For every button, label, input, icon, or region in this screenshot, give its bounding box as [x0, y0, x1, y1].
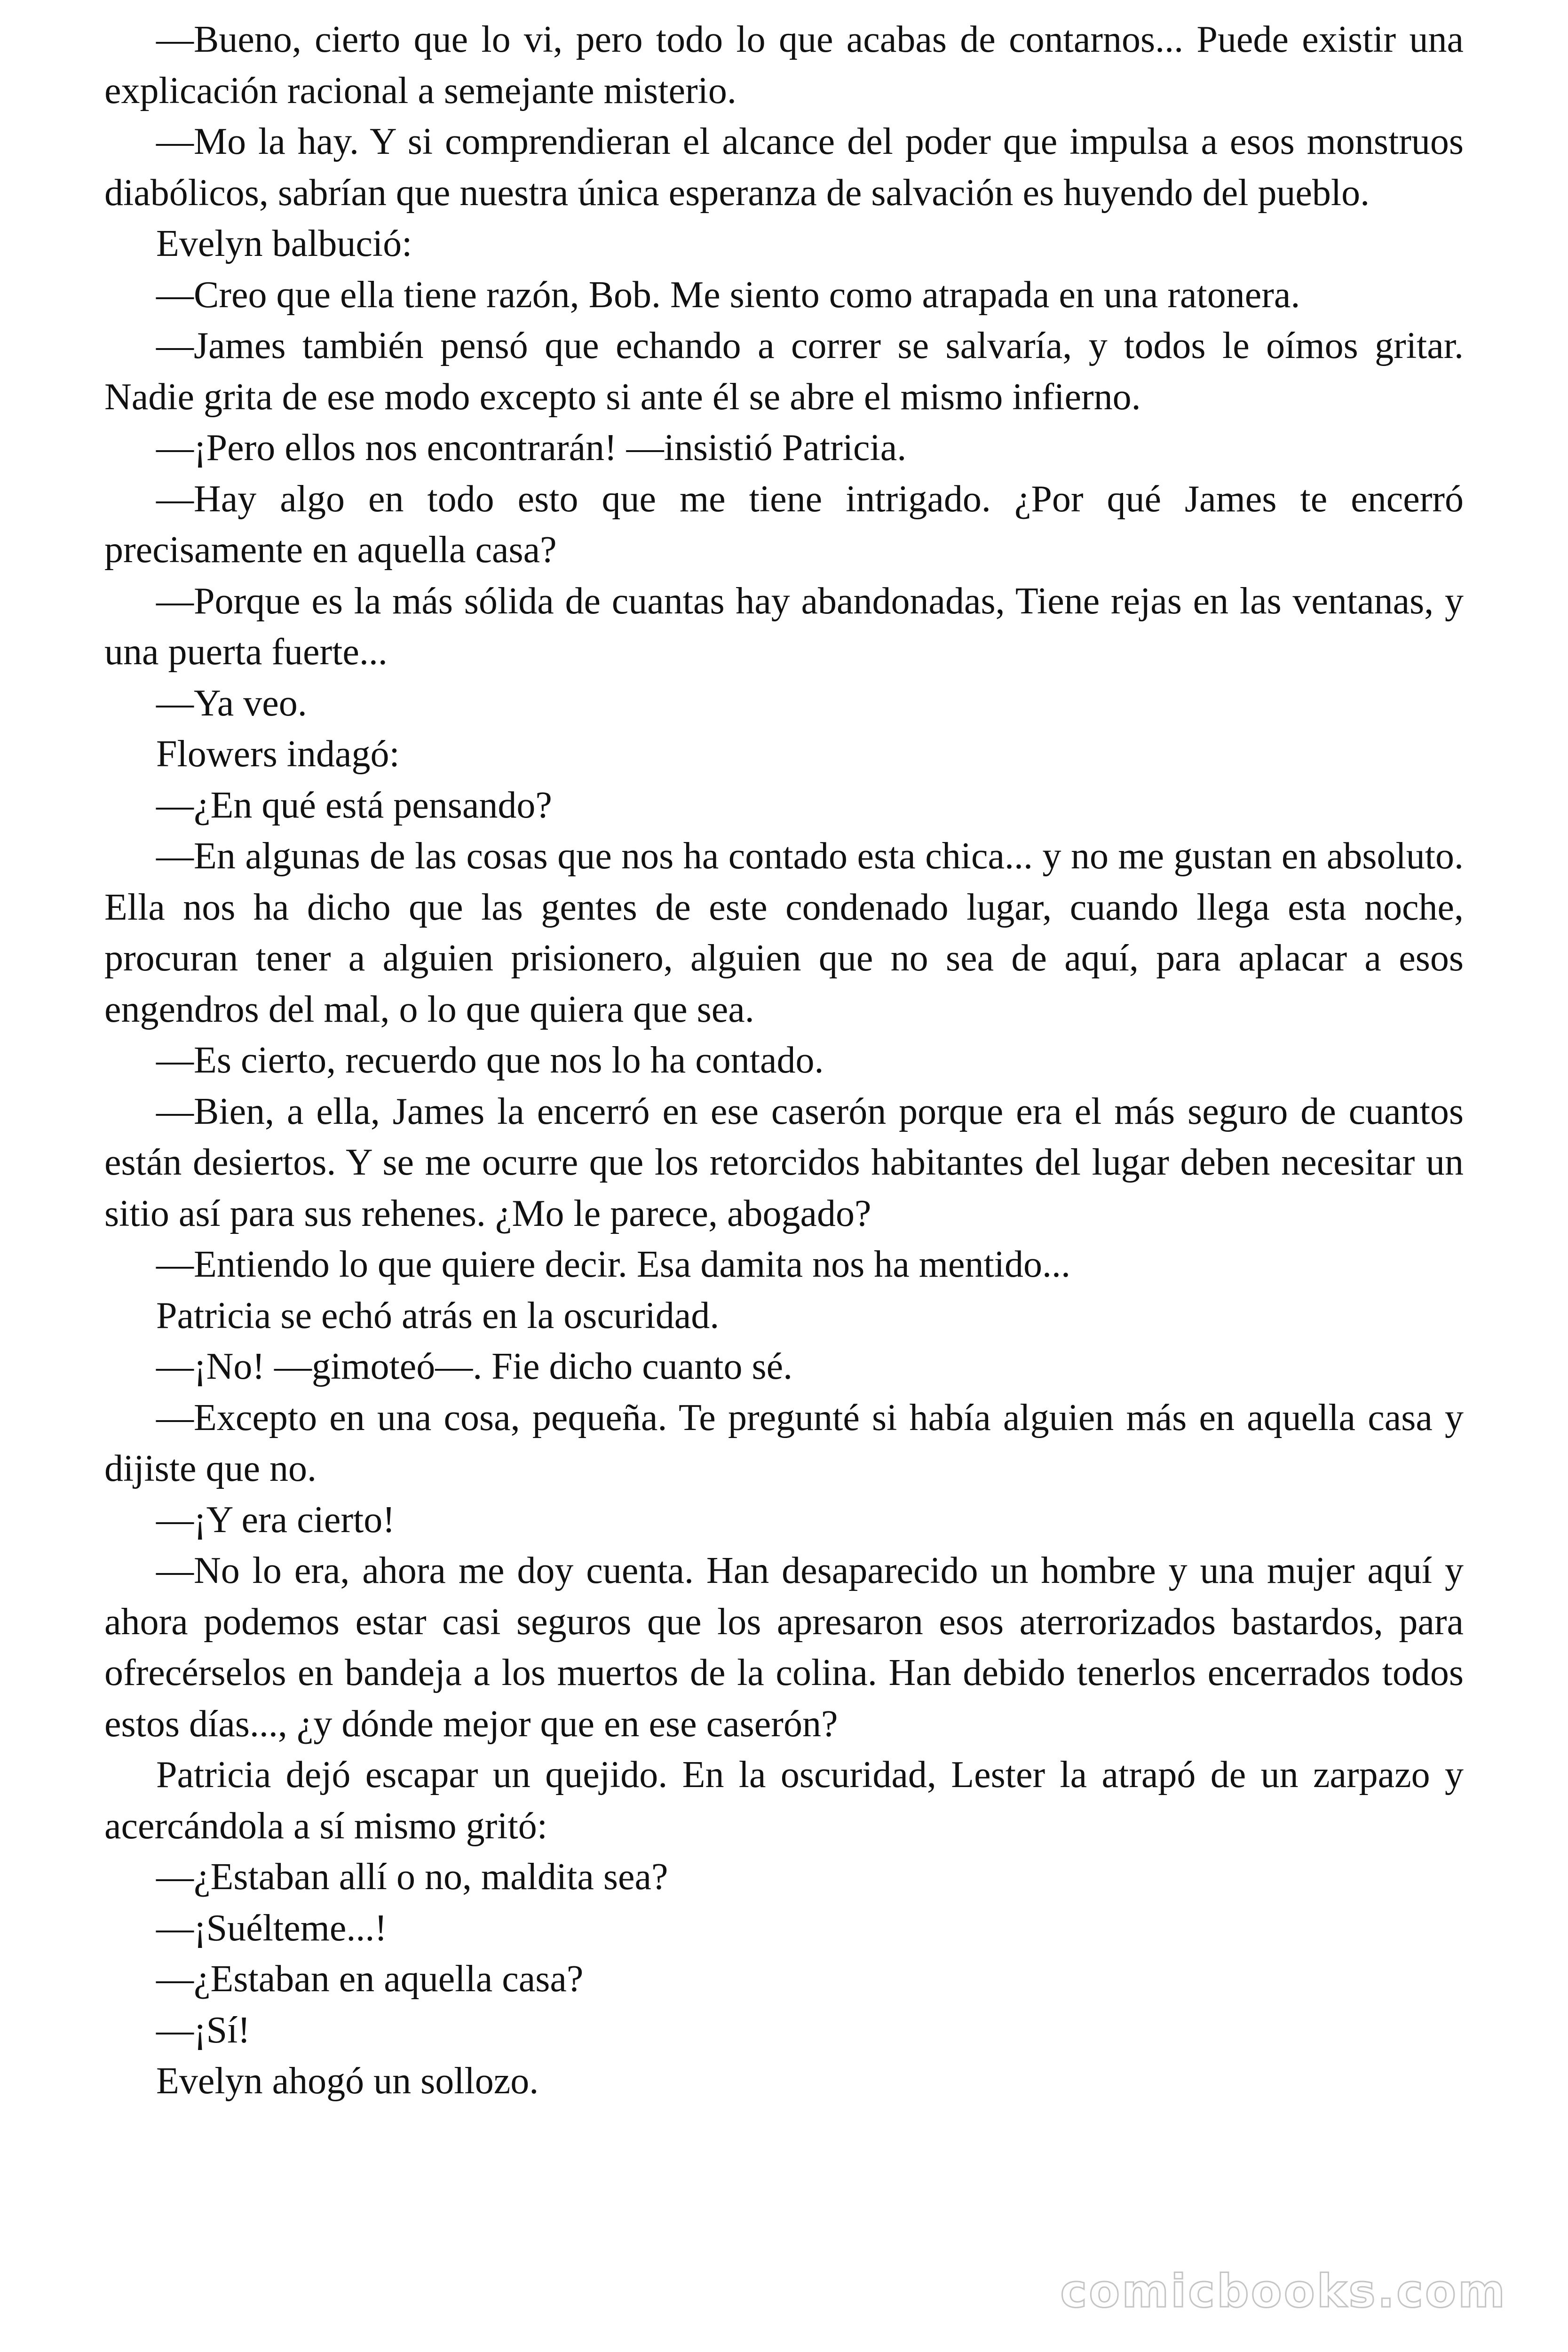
- paragraph: —¡Sí!: [156, 2009, 250, 2051]
- paragraph: —¡Y era cierto!: [156, 1499, 395, 1541]
- paragraph: —Bien, a ella, James la encerró en ese caserón porque era el más seguro de cuantos están desiertos. Y se me ocurre que los retorcidos habitantes del lugar deben necesitar un sitio así para sus rehenes. ¿Mo le parece, abogado?: [104, 1090, 1464, 1234]
- paragraph: Patricia dejó escapar un quejido. En la oscuridad, Lester la atrapó de un zarpazo y acercándola a sí mismo gritó:: [104, 1754, 1464, 1847]
- paragraph: —¿En qué está pensando?: [156, 784, 552, 826]
- paragraph: —James también pensó que echando a correr se salvaría, y todos le oímos gritar. Nadie grita de ese modo excepto si ante él se abre el mismo infierno.: [104, 325, 1464, 418]
- paragraph: —Excepto en una cosa, pequeña. Te pregunté si había alguien más en aquella casa y dijiste que no.: [104, 1397, 1464, 1489]
- paragraph: —Es cierto, recuerdo que nos lo ha contado.: [156, 1040, 824, 1081]
- paragraph: —No lo era, ahora me doy cuenta. Han desaparecido un hombre y una mujer aquí y ahora podemos estar casi seguros que los apresaron esos aterrorizados bastardos, para ofrecérselos en bandeja a los muertos de la colina. Han debido tenerlos encerrados todos estos días..., ¿y dónde mejor que en ese caserón?: [104, 1550, 1464, 1745]
- watermark: comicbooks.com: [1060, 2265, 1507, 2318]
- paragraph: —En algunas de las cosas que nos ha contado esta chica... y no me gustan en absoluto. Ella nos ha dicho que las gentes de este condenado lugar, cuando llega esta noche, procuran tener a alguien prisionero, alguien que no sea de aquí, para aplacar a esos engendros del mal, o lo que quiera que sea.: [104, 835, 1464, 1030]
- paragraph: —Hay algo en todo esto que me tiene intrigado. ¿Por qué James te encerró precisamente en aquella casa?: [104, 478, 1464, 571]
- paragraph: —Creo que ella tiene razón, Bob. Me siento como atrapada en una ratonera.: [156, 274, 1300, 316]
- paragraph: —Porque es la más sólida de cuantas hay abandonadas, Tiene rejas en las ventanas, y una puerta fuerte...: [104, 580, 1464, 673]
- paragraph: Patricia se echó atrás en la oscuridad.: [156, 1295, 720, 1336]
- page-text: [104, 14, 1464, 2107]
- paragraph: —¡Suélteme...!: [156, 1907, 387, 1949]
- paragraph: Flowers indagó:: [156, 733, 400, 775]
- paragraph: —¡Pero ellos nos encontrarán! —insistió Patricia.: [156, 427, 907, 469]
- paragraph: Evelyn balbució:: [156, 223, 412, 264]
- paragraph: Evelyn ahogó un sollozo.: [156, 2060, 539, 2102]
- paragraph: —¿Estaban en aquella casa?: [156, 1958, 584, 2000]
- paragraph: —¡No! —gimoteó—. Fie dicho cuanto sé.: [156, 1346, 793, 1387]
- paragraph: —Mo la hay. Y si comprendieran el alcance del poder que impulsa a esos monstruos diabólicos, sabrían que nuestra única esperanza de salvación es huyendo del pueblo.: [104, 121, 1464, 214]
- paragraph: —Bueno, cierto que lo vi, pero todo lo que acabas de contarnos... Puede existir una explicación racional a semejante misterio.: [104, 19, 1464, 111]
- paragraph: —Ya veo.: [156, 682, 307, 724]
- paragraph: —Entiendo lo que quiere decir. Esa damita nos ha mentido...: [156, 1244, 1070, 1285]
- paragraph: —¿Estaban allí o no, maldita sea?: [156, 1856, 668, 1898]
